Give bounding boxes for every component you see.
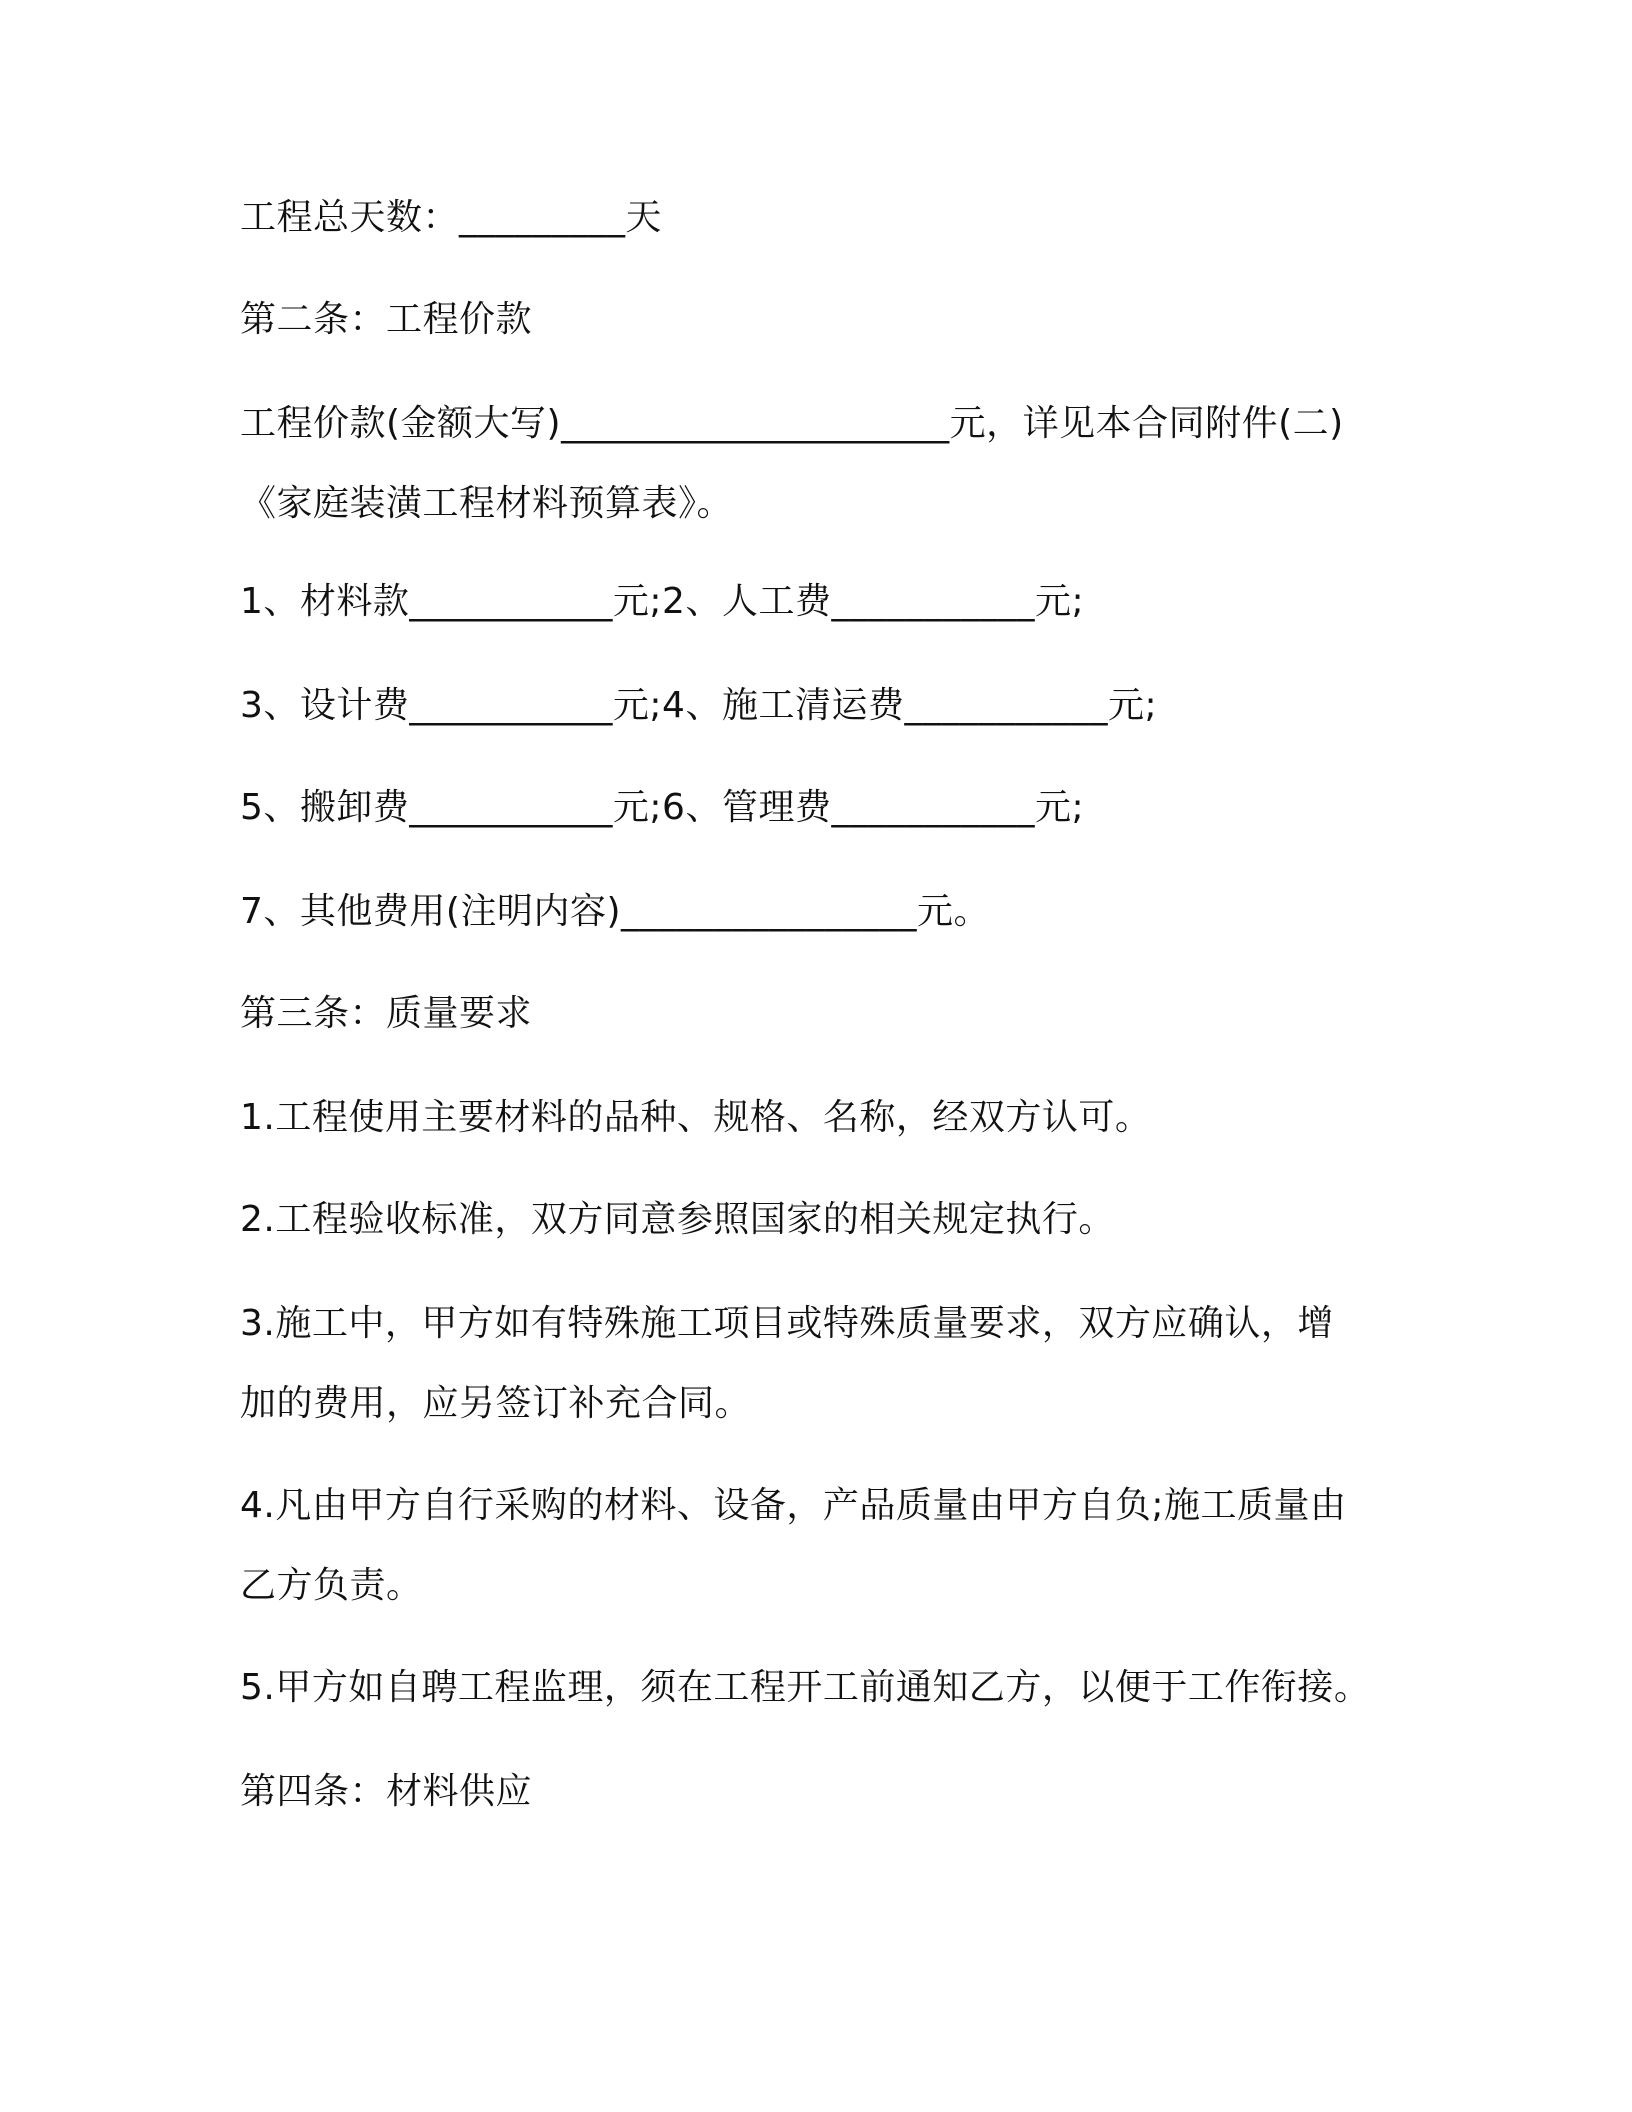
quality-clause-5: 5.甲方如自聘工程监理，须在工程开工前通知乙方，以便于工作衔接。 (240, 1667, 1371, 1708)
article-3-heading: 第三条：质量要求 (240, 993, 533, 1034)
article-2-heading: 第二条：工程价款 (240, 299, 533, 340)
article-4-heading: 第四条：材料供应 (240, 1771, 533, 1812)
fee-items-1-2: 1、材料款___________元;2、人工费___________元; (240, 581, 1085, 622)
fee-items-5-6: 5、搬卸费___________元;6、管理费___________元; (240, 787, 1085, 828)
quality-clause-3-cont: 加的费用，应另签订补充合同。 (240, 1383, 752, 1424)
quality-clause-4-cont: 乙方负责。 (240, 1565, 423, 1606)
fee-item-7: 7、其他费用(注明内容)________________元。 (240, 891, 990, 932)
contract-price-line: 工程价款(金额大写)_____________________元，详见本合同附件(二) (240, 403, 1344, 444)
contract-price-line-cont: 《家庭装潢工程材料预算表》。 (240, 483, 734, 524)
total-days-line: 工程总天数：_________天 (240, 197, 663, 238)
quality-clause-3: 3.施工中，甲方如有特殊施工项目或特殊质量要求，双方应确认，增 (240, 1303, 1334, 1344)
quality-clause-4: 4.凡由甲方自行采购的材料、设备，产品质量由甲方自负;施工质量由 (240, 1485, 1347, 1526)
quality-clause-1: 1.工程使用主要材料的品种、规格、名称，经双方认可。 (240, 1097, 1152, 1138)
fee-items-3-4: 3、设计费___________元;4、施工清运费___________元; (240, 685, 1158, 726)
quality-clause-2: 2.工程验收标准，双方同意参照国家的相关规定执行。 (240, 1199, 1115, 1240)
